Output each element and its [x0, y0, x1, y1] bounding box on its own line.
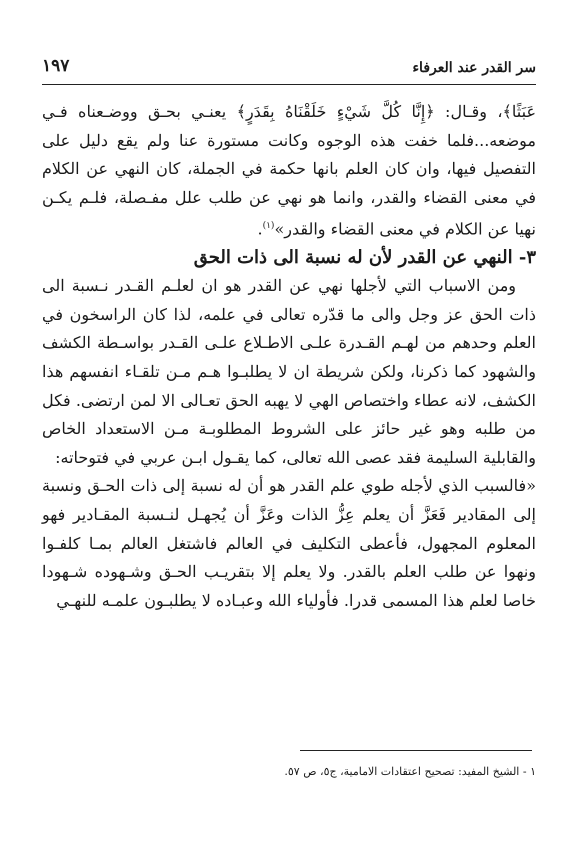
page-number: ١٩٧ — [42, 56, 70, 76]
footnote-marker: (١) — [262, 221, 275, 232]
footnote-divider — [300, 750, 532, 751]
header-divider — [42, 84, 536, 85]
section-heading: ٣- النهي عن القدر لأن له نسبة الى ذات الحق — [193, 247, 536, 269]
paragraph-body: ومن الاسباب التي لأجلها نهي عن القدر هو ان لعلـم القـدر نـسبة الى ذات الحق عز وجل والى ما قدّره تعالى في علمه، لذا كان الراسخون في العلم وحدهم من لهـم القـدرة علـى الاطـلاع علـى القـدر بواسـطة الكشف والشهود كما ذكرنا، ولكن شريطة ان لا يطلبـوا هـم مـن تلقـاء انفسهم هذا الكشف، لانه عطاء واختصاص الهي لا يهبه الحق تعـالى الا لمن ارتضى. فكل من طلبه وهو غير حائز على الشروط المطلوبـة مـن الاستعداد الخاص والقابلية السليمة فقد عصى الله تعالى، كما يقـول ابـن عربي في فتوحاته: — [42, 276, 536, 467]
paragraph-text: عَبَثًا﴾، وقـال: ﴿إِنَّا كُلَّ شَيْءٍ خَلَقْنَاهُ بِقَدَرٍ﴾ يعنـي بحـق ووضـعناه فـي موضعه...فلما خفت هذه الوجوه وكانت مستورة عنا ولم يقع دليل على التفصيل فيها، وان كان العلم بانها حكمة في الجملة، كان النهي عن الكلام في معنى القضاء والقدر، وانما هو نهي عن طلب علل مفـصلة، فلـم يكـن نهيا عن الكلام في معنى القضاء والقدر» — [42, 102, 536, 239]
paragraph-quote-end — [42, 98, 536, 244]
paragraph-quote: «فالسبب الذي لأجله طوي علم القدر هو أن له نسبة إلى ذات الحـق ونسبة إلى المقادير فَعَزَّ أن يعلم عِزُّ الذات وعَزَّ أن يُجهـل لنـسبة المقـادير فهو المعلوم المجهول، فأعطى التكليف في العالم فاشتغل العالم بمـا كلفـوا ونهوا عن طلب العلم بالقدر. ولا يعلم إلا بتقريـب الحـق وشـهوده شـهودا خاصا لعلم هذا المسمى قدرا. فأولياء الله وعبـاده لا يطلبـون علمـه للنهـي — [42, 476, 537, 610]
page-header — [42, 46, 536, 76]
footnote: ١ - الشيخ المفيد: تصحيح اعتقادات الامامية، ج٥، ص ٥٧. — [284, 765, 536, 778]
running-title: سر القدر عند العرفاء — [412, 60, 536, 76]
paragraph-period: . — [257, 219, 263, 239]
main-text — [42, 98, 536, 615]
